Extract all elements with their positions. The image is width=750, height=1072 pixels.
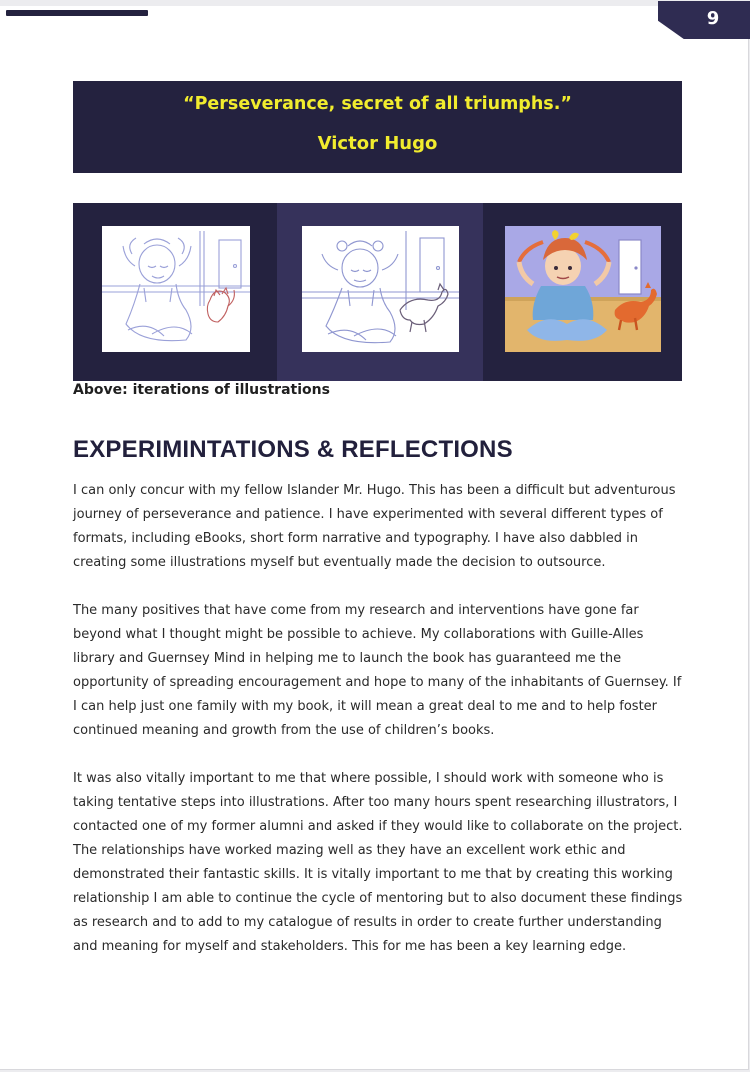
body-text (73, 479, 683, 983)
section-heading: EXPERIMINTATIONS & REFLECTIONS (73, 436, 513, 463)
illustration-panel-3 (483, 203, 682, 381)
illustration-panel-2 (277, 203, 483, 381)
quote-author: Victor Hugo (317, 133, 438, 154)
colour-illustration (505, 226, 661, 352)
illustrations-caption: Above: iterations of illustrations (73, 382, 330, 398)
paragraph-3: It was also vitally important to me that where possible, I should work with someone who is taking tentative steps into illustrations. After too many hours spent researching illustrators, I contacted one of my former alumni and asked if they would like to collaborate on the project. The relationships have worked mazing well as they have an excellent work ethic and demonstrated their fantastic skills. It is vitally important to me that by creating this working relationship I am able to continue the cycle of mentoring but to also document these findings as research and to add to my catalogue of results in order to create further understanding and meaning for myself and stakeholders. This for me has been a key learning edge. (73, 771, 683, 954)
quote-banner (73, 81, 682, 173)
header-rule (6, 10, 148, 16)
sketch-illustration-1 (102, 226, 250, 352)
illustration-panel-1 (73, 203, 277, 381)
sketch-illustration-2 (302, 226, 459, 352)
paragraph-2: The many positives that have come from my research and interventions have gone far beyond what I thought might be possible to achieve. My collaborations with Guille-Alles library and Guernsey Mind in helping me to launch the book has guaranteed me the opportunity of spreading encouragement and hope to many of the inhabitants of Guernsey. If I can help just one family with my book, it will mean a great deal to me and to help foster continued meaning and growth from the use of children’s books. (73, 603, 682, 738)
page-number: 9 (706, 8, 720, 29)
paragraph-1: I can only concur with my fellow Islander Mr. Hugo. This has been a difficult but adventurous journey of perseverance and patience. I have experimented with several different types of formats, including eBooks, short form narrative and typography. I have also dabbled in creating some illustrations myself but eventually made the decision to outsource. (73, 483, 676, 570)
quote-text: “Perseverance, secret of all triumphs.” (183, 94, 572, 114)
